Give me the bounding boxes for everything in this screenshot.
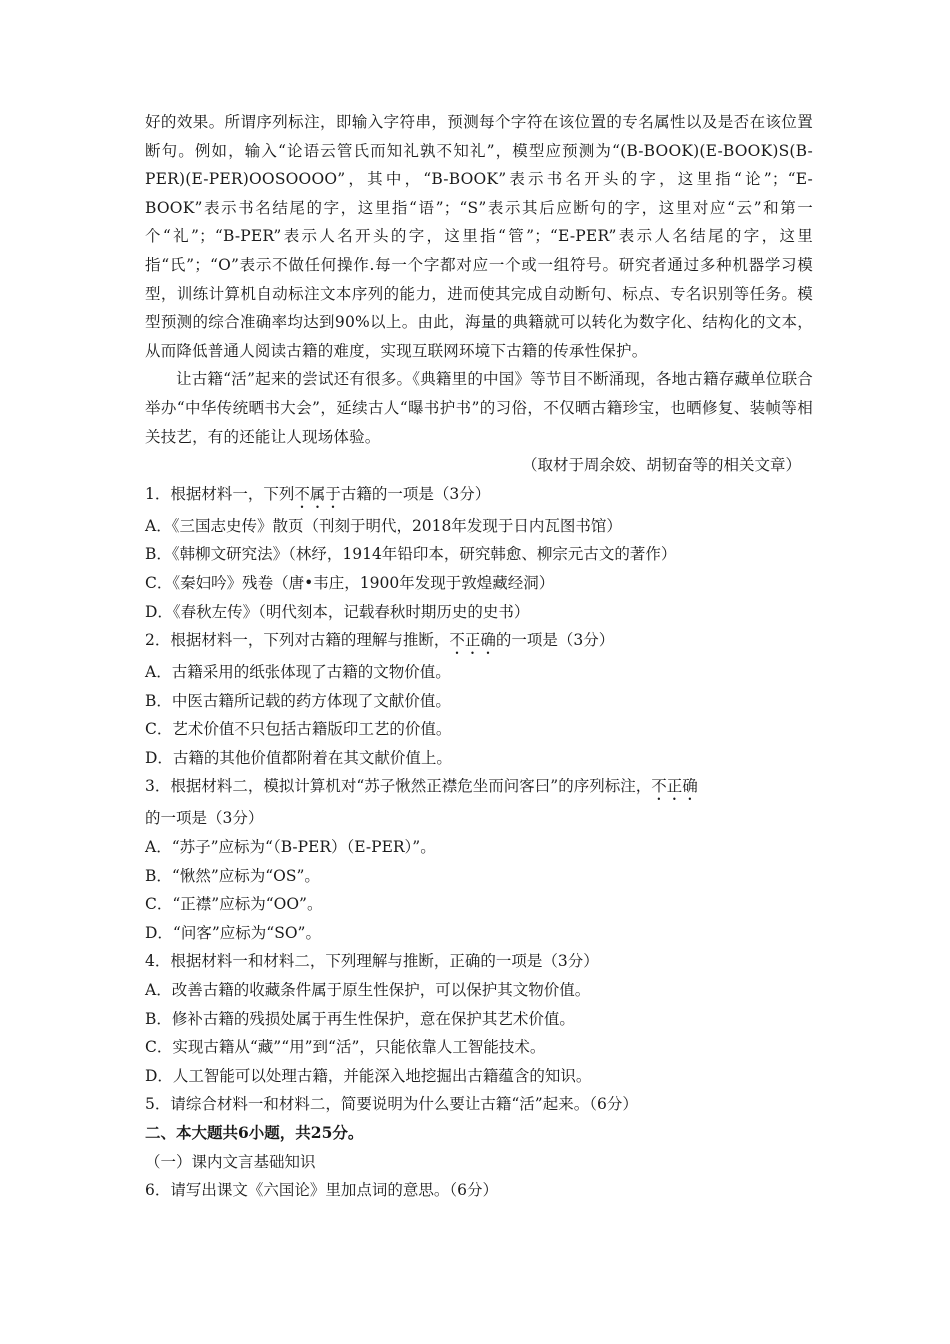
question-1-emphasis: 不属于 <box>294 484 341 503</box>
section-2-subtitle: （一）课内文言基础知识 <box>145 1152 316 1171</box>
question-6-stem: 6．请写出课文《六国论》里加点词的意思。（6分） <box>145 1181 498 1200</box>
question-1-stem-pre: 1．根据材料一，下列 <box>145 484 295 503</box>
question-1-option-c: C．《秦妇吟》残卷（唐•韦庄，1900年发现于敦煌藏经洞） <box>145 573 555 592</box>
question-1 <box>145 480 813 626</box>
passage-source: （取材于周余姣、胡韧奋等的相关文章） <box>521 456 801 475</box>
question-3-stem-post: 的一项是（3分） <box>145 809 264 828</box>
section-2-title: 二、本大题共6小题，共25分。 <box>145 1123 364 1142</box>
question-2-stem-pre: 2．根据材料一，下列对古籍的理解与推断， <box>145 631 450 650</box>
question-1-stem-post: 古籍的一项是（3分） <box>340 484 491 503</box>
question-3-option-a: A．“苏子”应标为“（B-PER）（E-PER）”。 <box>145 838 436 857</box>
question-2-option-d: D．古籍的其他价值都附着在其文献价值上。 <box>145 748 452 767</box>
question-4-stem: 4．根据材料一和材料二，下列理解与推断，正确的一项是（3分） <box>145 952 599 971</box>
question-4 <box>145 947 813 1090</box>
question-3-option-c: C．“正襟”应标为“OO”。 <box>145 895 323 914</box>
question-4-option-b: B．修补古籍的残损处属于再生性保护，意在保护其艺术价值。 <box>145 1009 575 1028</box>
question-3 <box>145 772 813 947</box>
question-2-stem-post: 的一项是（3分） <box>495 631 615 650</box>
passage-paragraph-2: 让古籍“活”起来的尝试还有很多。《典籍里的中国》等节目不断涌现，各地古籍存藏单位联合举办“中华传统晒书大会”，延续古人“曝书护书”的习俗，不仅晒古籍珍宝，也晒修复、装帧等相关技艺，有的还能让人现场体验。 <box>145 370 813 446</box>
question-2-option-a: A．古籍采用的纸张体现了古籍的文物价值。 <box>145 663 451 682</box>
question-5-stem: 5．请综合材料一和材料二，简要说明为什么要让古籍“活”起来。（6分） <box>145 1095 638 1114</box>
question-1-option-b: B．《韩柳文研究法》（林纾，1914年铅印本，研究韩愈、柳宗元古文的著作） <box>145 545 677 564</box>
question-1-option-d: D．《春秋左传》（明代刻本，记载春秋时期历史的史书） <box>145 602 530 621</box>
question-4-option-d: D．人工智能可以处理古籍，并能深入地挖掘出古籍蕴含的知识。 <box>145 1066 592 1085</box>
page-content <box>145 108 813 1205</box>
passage-paragraph-1: 好的效果。所谓序列标注，即输入字符串，预测每个字符在该位置的专名属性以及是否在该位置断句。例如，输入“论语云管氏而知礼孰不知礼”，模型应预测为“(B-BOOK)(E-BOOK)S(B-PER)(E-PER)OOSOOOO”，其中，“B-BOOK”表示书名开头的字，这里指“论”；“E-BOOK”表示书名结尾的字，这里指“语”；“S”表示其后应断句的字，这里对应“云”和第一个“礼”；“B-PER”表示人名开头的字，这里指“管”；“E-PER”表示人名结尾的字，这里指“氏”；“O”表示不做任何操作.每一个字都对应一个或一组符号。研究者通过多种机器学习模型，训练计算机自动标注文本序列的能力，进而使其完成自动断句、标点、专名识别等任务。模型预测的综合准确率均达到90%以上。由此，海量的典籍就可以转化为数字化、结构化的文本，从而降低普通人阅读古籍的难度，实现互联网环境下古籍的传承性保护。 <box>145 113 813 360</box>
question-4-option-a: A．改善古籍的收藏条件属于原生性保护，可以保护其文物价值。 <box>145 981 591 1000</box>
question-1-option-a: A．《三国志史传》散页（刊刻于明代，2018年发现于日内瓦图书馆） <box>145 516 622 535</box>
question-3-emphasis: 不正确 <box>651 777 698 796</box>
question-2 <box>145 626 813 772</box>
question-3-stem-pre: 3．根据材料二，模拟计算机对“苏子愀然正襟危坐而问客曰”的序列标注， <box>145 777 652 796</box>
question-1-stem <box>145 480 813 512</box>
question-3-stem <box>145 772 813 833</box>
question-2-stem <box>145 626 813 658</box>
question-3-option-b: B．“愀然”应标为“OS”。 <box>145 866 320 885</box>
question-2-option-b: B．中医古籍所记载的药方体现了文献价值。 <box>145 691 451 710</box>
question-2-option-c: C．艺术价值不只包括古籍版印工艺的价值。 <box>145 720 452 739</box>
question-2-emphasis: 不正确 <box>449 631 496 650</box>
question-3-option-d: D．“问客”应标为“SO”。 <box>145 923 321 942</box>
question-4-option-c: C．实现古籍从“藏”“用”到“活”，只能依靠人工智能技术。 <box>145 1038 546 1057</box>
